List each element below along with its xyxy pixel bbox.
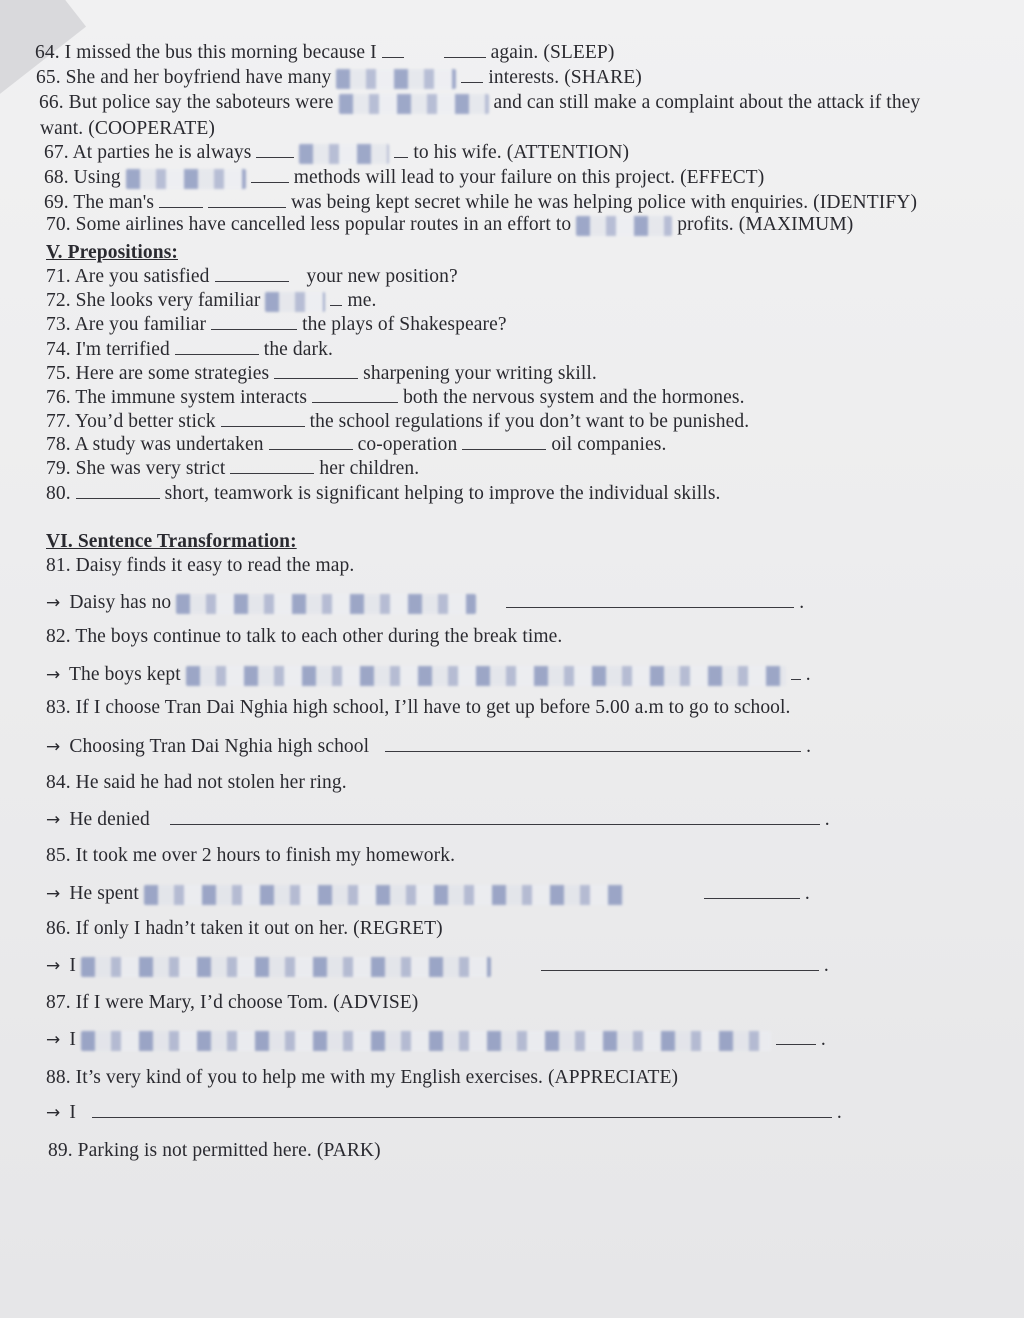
redacted-answer [299,144,389,164]
question-86: 86. If only I hadn’t taken it out on her. (REGRET) [46,918,443,939]
redacted-answer [265,292,325,312]
answer-blank[interactable] [462,434,546,450]
answer-blank[interactable] [170,809,820,825]
arrow-icon: → [46,956,61,976]
question-82: 82. The boys continue to talk to each other during the break time. [46,626,563,647]
question-85: 85. It took me over 2 hours to finish my homework. [46,845,456,866]
question-83: 83. If I choose Tran Dai Nghia high school, I’ll have to get up before 5.00 a.m to go to school. [46,697,791,718]
question-79: 79. She was very strict her children. [46,458,420,479]
redacted-answer [339,94,489,114]
answer-blank[interactable] [175,339,259,355]
answer-blank[interactable] [215,266,289,282]
question-81: 81. Daisy finds it easy to read the map. [46,555,355,576]
question-69: 69. The man's was being kept secret while he was helping police with enquiries. (IDENTIFY) [44,192,918,213]
redacted-answer [186,666,786,686]
arrow-icon: → [46,593,61,613]
answer-line-87: → I . [46,1029,826,1050]
answer-blank[interactable] [506,592,794,608]
question-89: 89. Parking is not permitted here. (PARK) [48,1140,381,1161]
question-72: 72. She looks very familiar me. [46,290,377,311]
answer-line-83: → Choosing Tran Dai Nghia high school . [46,736,812,757]
redacted-answer [176,594,476,614]
question-75: 75. Here are some strategies sharpening your writing skill. [46,363,597,384]
answer-blank[interactable] [385,736,801,752]
answer-blank[interactable] [269,434,353,450]
redacted-answer [81,1031,771,1051]
answer-blank[interactable] [444,42,486,58]
redacted-answer [81,957,491,977]
arrow-icon: → [46,1030,61,1050]
arrow-icon: → [46,737,61,757]
answer-blank[interactable] [221,411,305,427]
answer-blank[interactable] [256,142,294,158]
redacted-answer [576,216,672,236]
answer-blank[interactable] [312,387,398,403]
question-70: 70. Some airlines have cancelled less popular routes in an effort to profits. (MAXIMUM) [46,214,854,235]
question-68: 68. Using methods will lead to your failure on this project. (EFFECT) [44,167,765,188]
question-77: 77. You’d better stick the school regulations if you don’t want to be punished. [46,411,750,432]
question-73: 73. Are you familiar the plays of Shakespeare? [46,314,507,335]
question-66-continued: want. (COOPERATE) [40,118,216,139]
arrow-icon: → [46,884,61,904]
answer-line-81: → Daisy has no . [46,592,805,613]
answer-blank[interactable] [541,955,819,971]
answer-line-84: → He denied . [46,809,830,830]
redacted-answer [144,885,624,905]
redacted-answer [336,69,456,89]
question-67: 67. At parties he is always to his wife. (ATTENTION) [44,142,630,163]
redacted-answer [126,169,246,189]
answer-blank[interactable] [92,1102,832,1118]
answer-blank[interactable] [159,192,203,208]
question-78: 78. A study was undertaken co-operation oil companies. [46,434,667,455]
answer-line-88: → I . [46,1102,842,1123]
answer-line-82: → The boys kept . [46,664,811,685]
question-87: 87. If I were Mary, I’d choose Tom. (ADVISE) [46,992,419,1013]
question-66: 66. But police say the saboteurs were and can still make a complaint about the attack if they [39,92,921,113]
answer-blank[interactable] [791,664,801,680]
question-65: 65. She and her boyfriend have many interests. (SHARE) [36,67,642,88]
answer-blank[interactable] [230,458,314,474]
answer-blank[interactable] [76,483,160,499]
question-84: 84. He said he had not stolen her ring. [46,772,347,793]
section-title-transformation: VI. Sentence Transformation: [46,531,297,552]
question-88: 88. It’s very kind of you to help me with my English exercises. (APPRECIATE) [46,1067,679,1088]
answer-line-85: → He spent . [46,883,810,904]
answer-blank[interactable] [211,314,297,330]
answer-blank[interactable] [461,67,483,83]
answer-line-86: → I . [46,955,829,976]
answer-blank[interactable] [704,883,800,899]
arrow-icon: → [46,1103,61,1123]
question-74: 74. I'm terrified the dark. [46,339,333,360]
answer-blank[interactable] [208,192,286,208]
question-80: 80. short, teamwork is significant helping to improve the individual skills. [46,483,721,504]
answer-blank[interactable] [274,363,358,379]
question-76: 76. The immune system interacts both the nervous system and the hormones. [46,387,745,408]
question-71: 71. Are you satisfied your new position? [46,266,458,287]
answer-blank[interactable] [382,42,404,58]
arrow-icon: → [46,665,61,685]
answer-blank[interactable] [776,1029,816,1045]
arrow-icon: → [46,810,61,830]
section-title-prepositions: V. Prepositions: [46,242,178,263]
answer-blank[interactable] [251,167,289,183]
question-64: 64. I missed the bus this morning because I again. (SLEEP) [35,42,615,63]
answer-blank[interactable] [330,290,342,306]
answer-blank[interactable] [394,142,408,158]
